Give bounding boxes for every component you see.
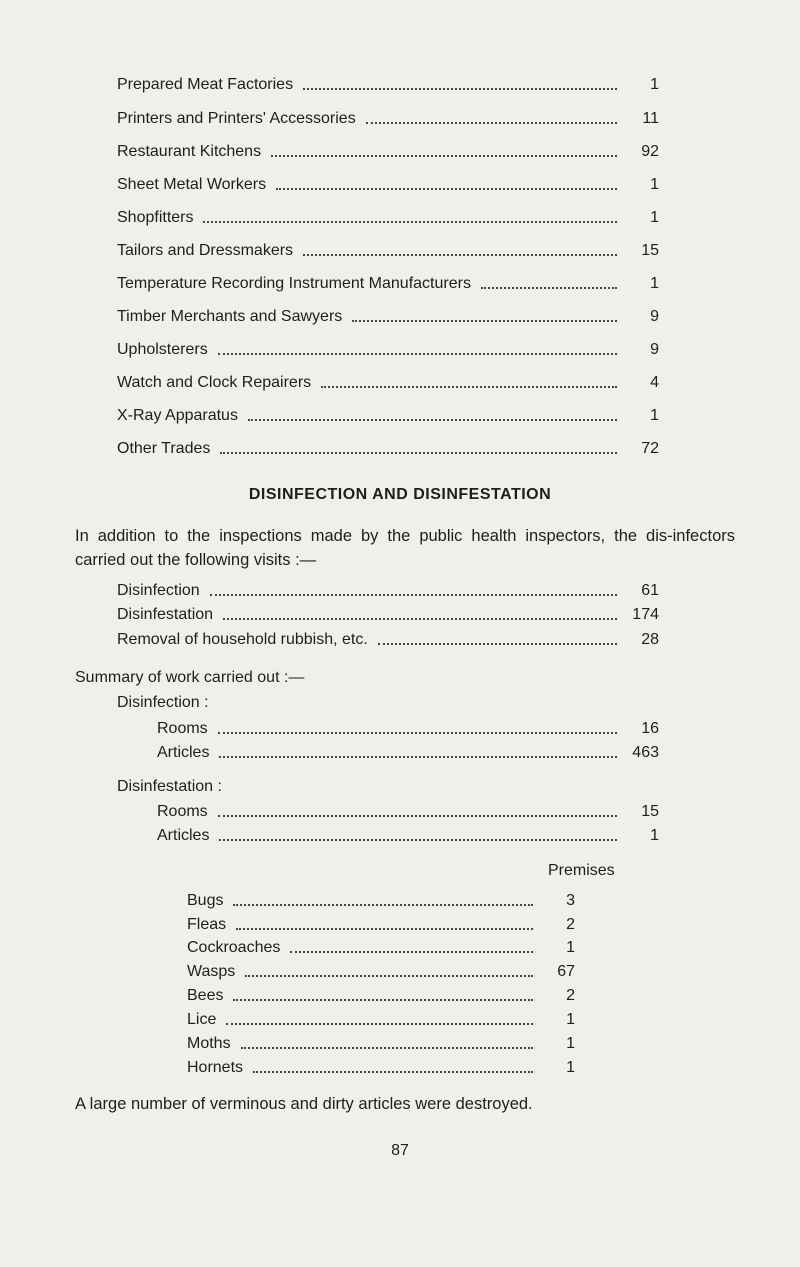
- pest-row: Hornets 1: [187, 1059, 575, 1076]
- dot-leader: [219, 839, 617, 841]
- visit-row: Disinfection 61: [117, 582, 659, 599]
- dot-leader: [378, 643, 617, 645]
- disinfestation-label: Disinfestation :: [117, 778, 222, 795]
- dot-leader: [218, 732, 617, 734]
- dot-leader: [303, 88, 617, 90]
- summary-title: Summary of work carried out :—: [75, 669, 305, 686]
- dot-leader: [203, 221, 617, 223]
- visit-row: Disinfestation 174: [117, 606, 659, 623]
- dot-leader: [210, 594, 617, 596]
- dot-leader: [481, 287, 617, 289]
- trade-row: Sheet Metal Workers 1: [117, 176, 659, 193]
- dot-leader: [253, 1071, 533, 1073]
- dot-leader: [226, 1023, 533, 1025]
- trade-row: X-Ray Apparatus 1: [117, 407, 659, 424]
- pest-row: Wasps 67: [187, 963, 575, 980]
- trade-row: Restaurant Kitchens 92: [117, 143, 659, 160]
- pest-row: Bees 2: [187, 987, 575, 1004]
- trade-row: Prepared Meat Factories 1: [117, 76, 659, 93]
- dot-leader: [220, 452, 617, 454]
- page-number: 87: [391, 1142, 409, 1159]
- dot-leader: [366, 122, 617, 124]
- intro-paragraph: In addition to the inspections made by the public health inspectors, the dis-infectors carried out the following visits :—: [75, 527, 735, 569]
- dot-leader: [223, 618, 617, 620]
- dot-leader: [241, 1047, 533, 1049]
- visit-row: Removal of household rubbish, etc. 28: [117, 631, 659, 648]
- dot-leader: [218, 353, 617, 355]
- dot-leader: [245, 975, 533, 977]
- dot-leader: [248, 419, 617, 421]
- dot-leader: [236, 928, 533, 930]
- dot-leader: [218, 815, 617, 817]
- summary-row: Rooms 15: [157, 803, 659, 820]
- pest-row: Moths 1: [187, 1035, 575, 1052]
- trade-row: Other Trades 72: [117, 440, 659, 457]
- trade-row: Upholsterers 9: [117, 341, 659, 358]
- trade-row: Printers and Printers' Accessories 11: [117, 110, 659, 127]
- dot-leader: [303, 254, 617, 256]
- trade-row: Timber Merchants and Sawyers 9: [117, 308, 659, 325]
- dot-leader: [352, 320, 617, 322]
- trade-row: Tailors and Dressmakers 15: [117, 242, 659, 259]
- section-heading: DISINFECTION AND DISINFESTATION: [248, 486, 552, 503]
- dot-leader: [233, 904, 533, 906]
- dot-leader: [271, 155, 617, 157]
- footer-note: A large number of verminous and dirty articles were destroyed.: [75, 1095, 533, 1113]
- pest-row: Lice 1: [187, 1011, 575, 1028]
- disinfection-label: Disinfection :: [117, 694, 209, 711]
- dot-leader: [276, 188, 617, 190]
- premises-header: Premises: [548, 862, 615, 879]
- dot-leader: [290, 951, 533, 953]
- pest-row: Fleas 2: [187, 916, 575, 933]
- summary-row: Rooms 16: [157, 720, 659, 737]
- trade-row: Shopfitters 1: [117, 209, 659, 226]
- trade-row: Temperature Recording Instrument Manufacturers 1: [117, 275, 659, 292]
- summary-row: Articles 1: [157, 827, 659, 844]
- pest-row: Cockroaches 1: [187, 939, 575, 956]
- dot-leader: [219, 756, 617, 758]
- summary-row: Articles 463: [157, 744, 659, 761]
- trade-row: Watch and Clock Repairers 4: [117, 374, 659, 391]
- pest-row: Bugs 3: [187, 892, 575, 909]
- dot-leader: [321, 386, 617, 388]
- dot-leader: [233, 999, 533, 1001]
